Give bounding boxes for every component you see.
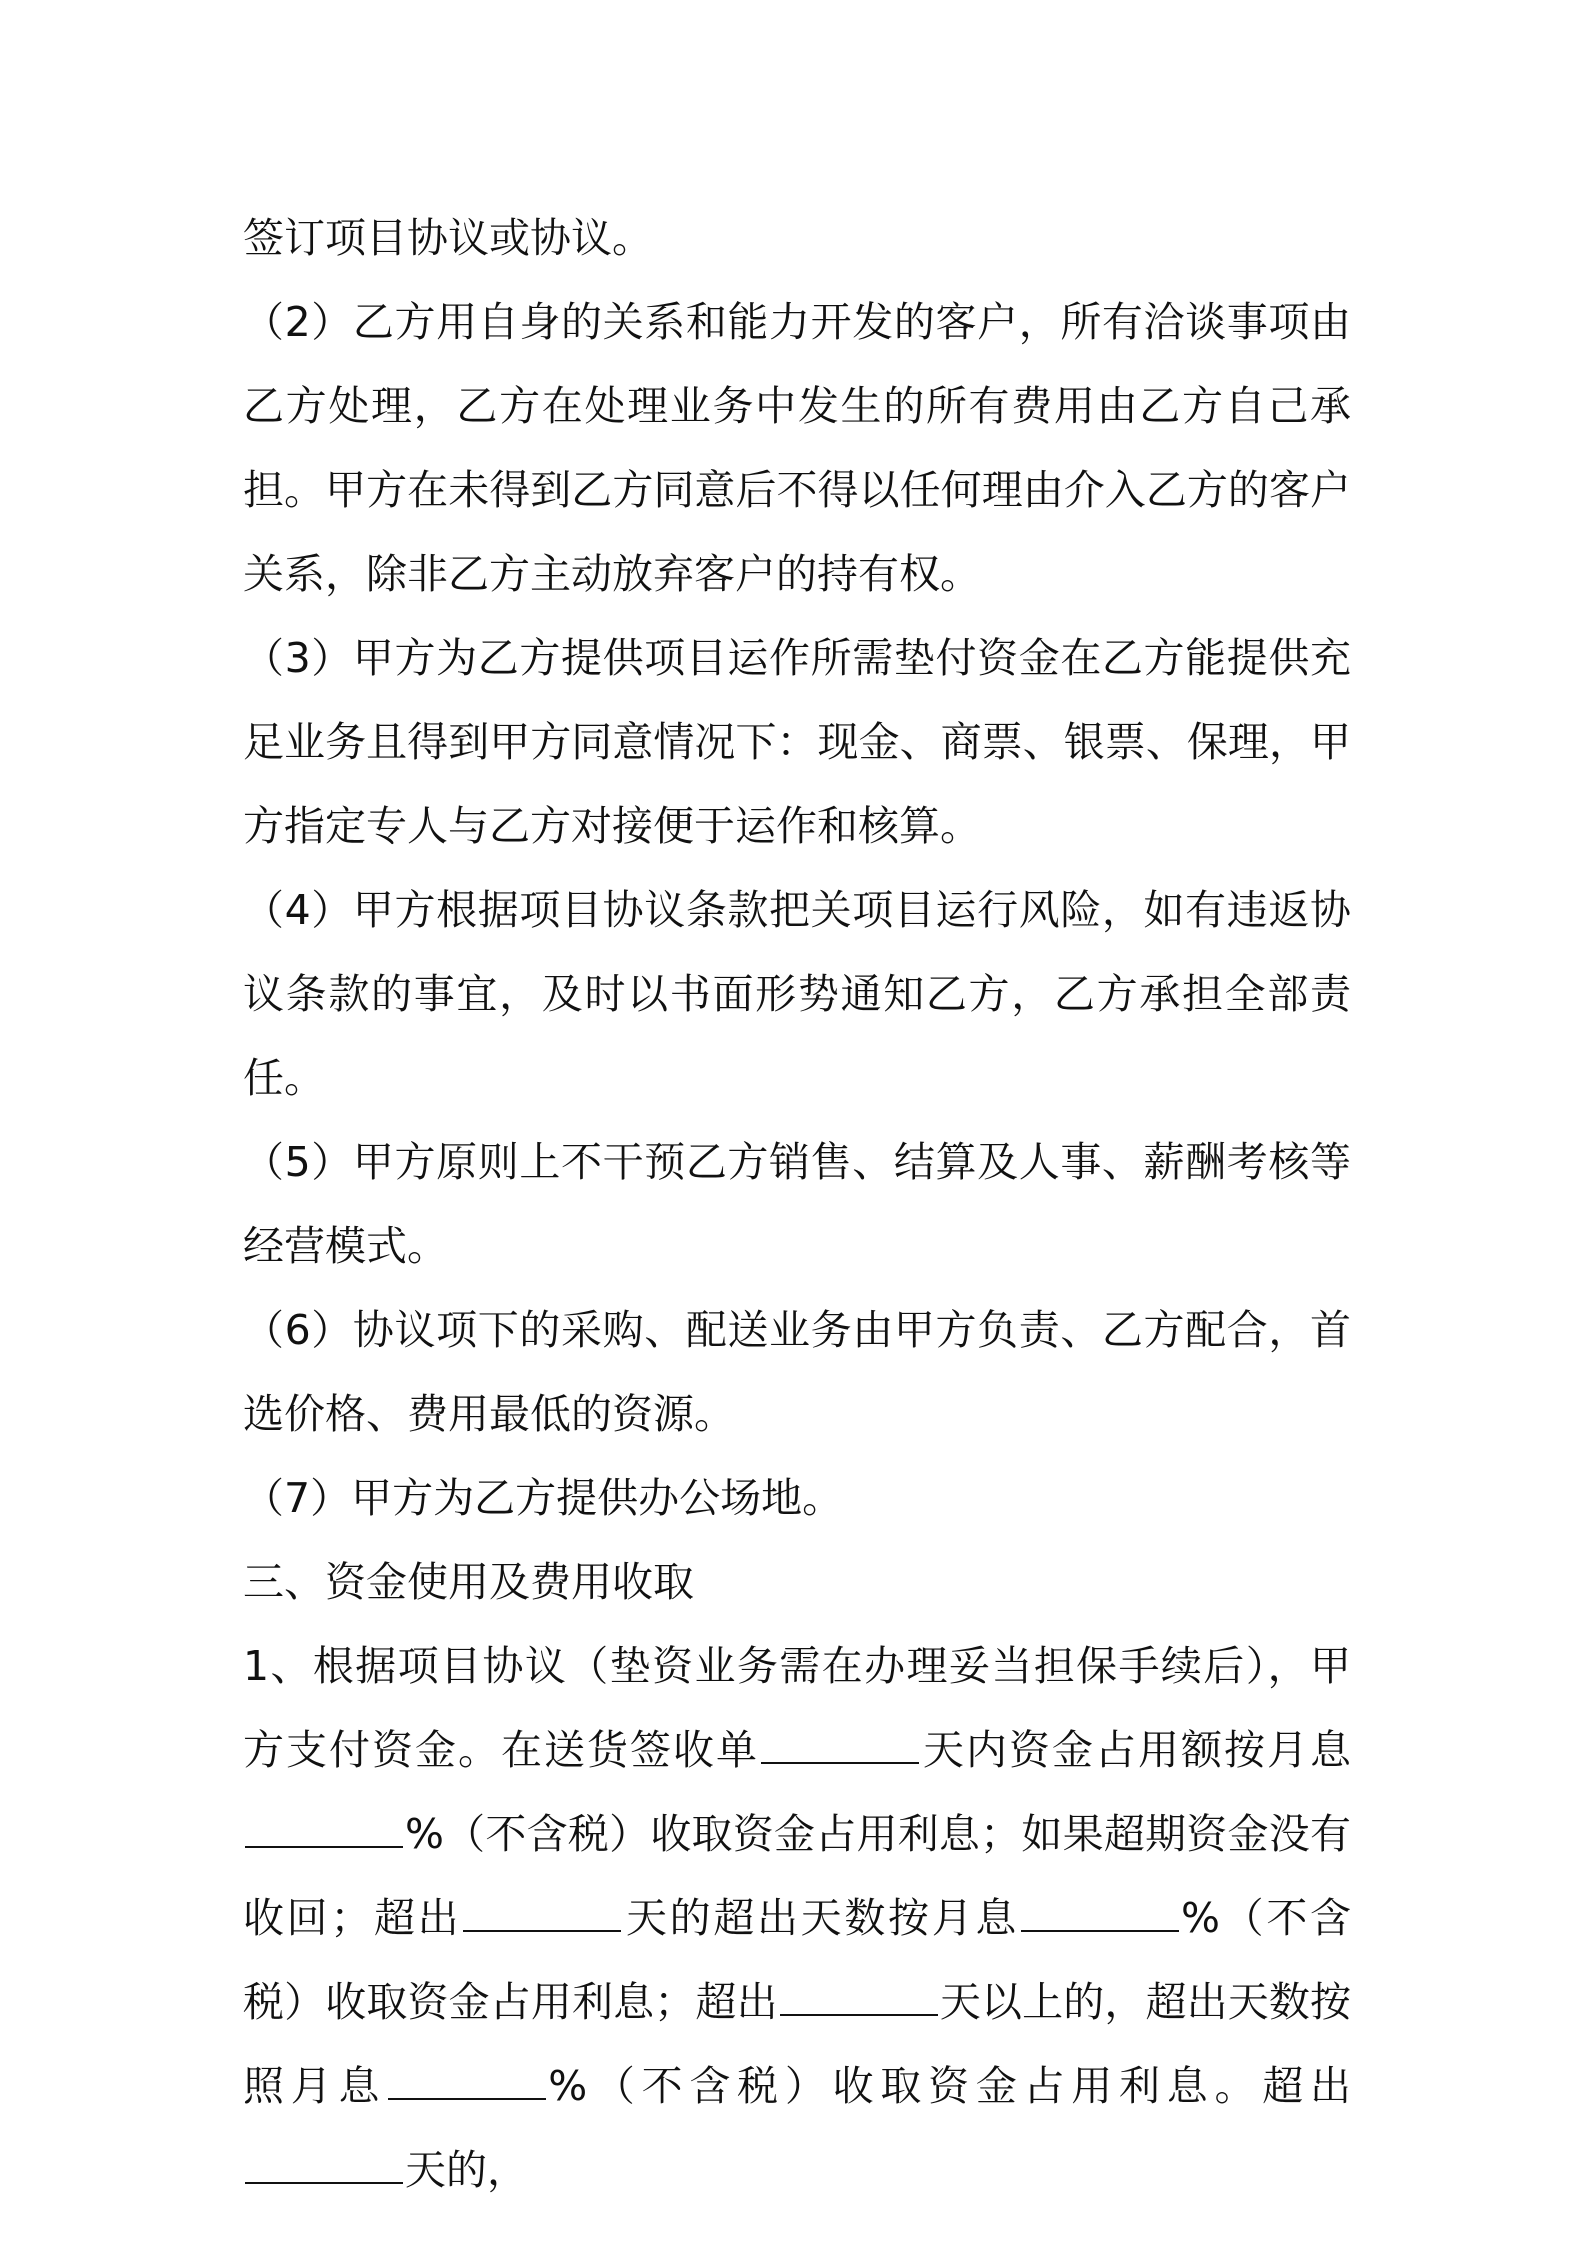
paragraph-signing: 签订项目协议或协议。: [243, 214, 653, 262]
paragraph-clause-3: （3）甲方为乙方提供项目运作所需垫付资金在乙方能提供充足业务且得到甲方同意情况下：现金、商票、银票、保理，甲方指定专人与乙方对接便于运作和核算。: [243, 634, 1351, 850]
paragraph-clause-5: （5）甲方原则上不干预乙方销售、结算及人事、薪酬考核等经营模式。: [243, 1138, 1351, 1270]
clause1-text-7: %（不含税）收取资金占用利息。超出: [548, 2062, 1351, 2110]
blank-field: [1021, 1929, 1179, 1932]
blank-field: [245, 1845, 403, 1848]
blank-field: [245, 2181, 403, 2184]
clause1-text-8: 天的，: [405, 2146, 528, 2194]
paragraph-clause-7: （7）甲方为乙方提供办公场地。: [243, 1474, 844, 1522]
paragraph-fund-clause-1: [243, 1624, 1351, 2212]
paragraph-clause-6: （6）协议项下的采购、配送业务由甲方负责、乙方配合，首选价格、费用最低的资源。: [243, 1306, 1351, 1438]
blank-field: [388, 2097, 546, 2100]
blank-field: [780, 2013, 938, 2016]
clause1-text-2: 天内资金占用额按月息: [921, 1726, 1351, 1774]
clause1-text-3: %（不含税）收取资金占用利息；如果超期资金没有收回；超出: [243, 1810, 1351, 1942]
blank-field: [463, 1929, 621, 1932]
clause1-text-4: 天的超出天数按月息: [623, 1894, 1020, 1942]
clause1-text-6: 天以上的，超出天数按照月息: [243, 1978, 1352, 2110]
clause1-text-5: %（不含税）收取资金占用利息；超出: [243, 1894, 1351, 2026]
paragraph-clause-4: （4）甲方根据项目协议条款把关项目运行风险，如有违返协议条款的事宜，及时以书面形势通知乙方，乙方承担全部责任。: [243, 886, 1351, 1102]
blank-field: [761, 1761, 919, 1764]
paragraph-clause-2: （2）乙方用自身的关系和能力开发的客户，所有洽谈事项由乙方处理，乙方在处理业务中发生的所有费用由乙方自己承担。甲方在未得到乙方同意后不得以任何理由介入乙方的客户关系，除非乙方主动放弃客户的持有权。: [243, 298, 1351, 598]
document-body: [243, 196, 1351, 2212]
clause1-text-1: 1、根据项目协议（垫资业务需在办理妥当担保手续后），甲方支付资金。在送货签收单: [243, 1642, 1351, 1774]
section-heading-funds: 三、资金使用及费用收取: [243, 1558, 694, 1606]
